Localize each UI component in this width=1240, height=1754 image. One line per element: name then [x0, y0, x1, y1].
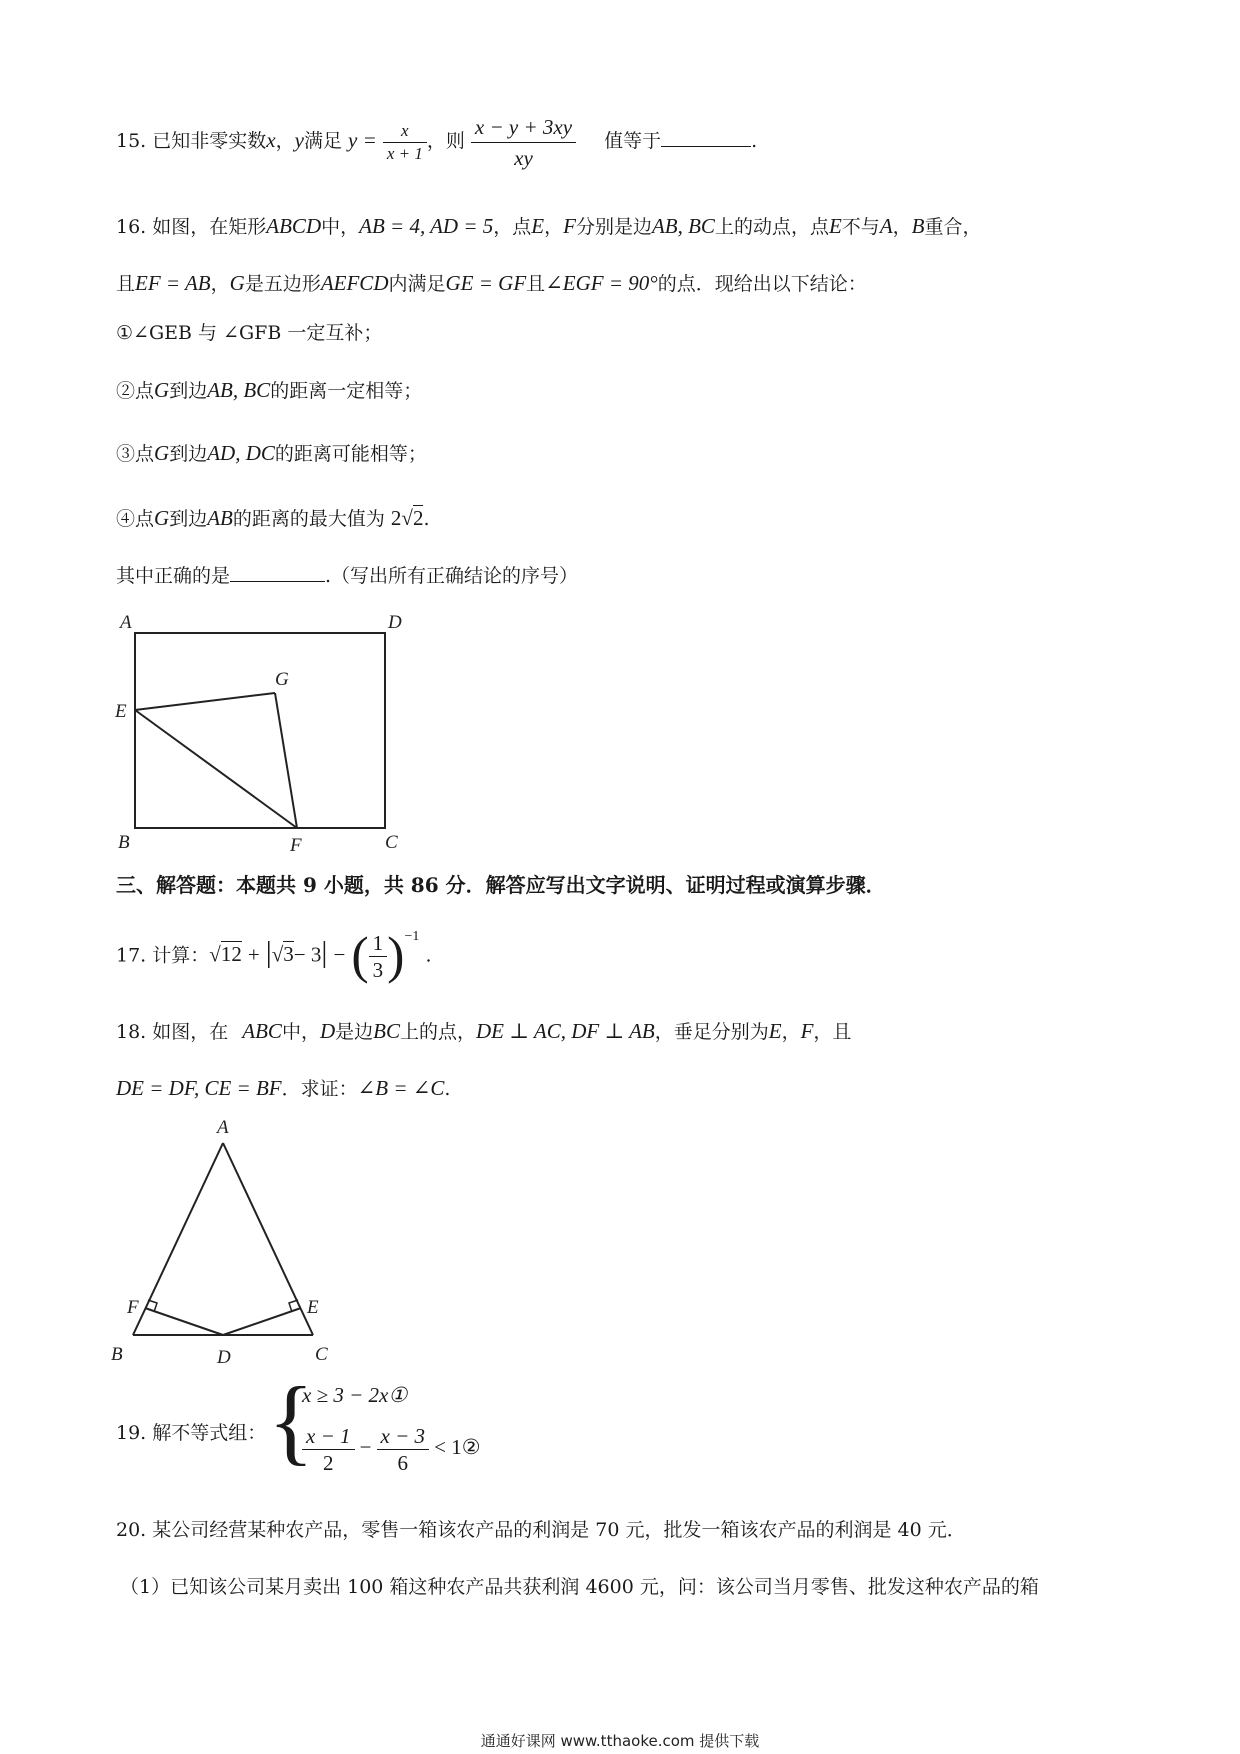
side-ab — [133, 1143, 223, 1335]
section-3-heading: 三、解答题：本题共 9 小题，共 86 分．解答应写出文字说明、证明过程或演算步骤． — [116, 873, 886, 897]
question-15: 15. 已知非零实数x，y满足 y = $\frac{x}{x + 1}$ ，则 $\frac{x - y + 3xy}{xy}$ 值等于 . — [116, 110, 757, 170]
answer-blank — [661, 146, 751, 147]
question-number: 16. — [116, 216, 147, 238]
question-16-line-1: 16. 如图，在矩形ABCD中，AB = 4, AD = 5，点E，F分别是边AB, BC上的动点，点E不与A，B重合， — [116, 214, 982, 238]
question-20-line-1: 20. 某公司经营某种农产品，零售一箱该农产品的利润是 70 元，批发一箱该农产品的利润是 40 元． — [116, 1519, 966, 1541]
question-number: 18. — [116, 1021, 147, 1043]
fraction: $\frac{x}{x + 1}$ — [383, 120, 427, 165]
label-c: C — [315, 1344, 328, 1365]
label-d: D — [217, 1347, 231, 1368]
label-a: A — [120, 612, 132, 633]
rectangle-abcd — [135, 633, 385, 828]
inequality-system — [268, 1367, 488, 1495]
label-a: A — [217, 1117, 229, 1138]
segment-de — [223, 1308, 301, 1335]
left-brace: { — [268, 1367, 315, 1474]
conclusion-1: ①∠GEB 与 ∠GFB 一定互补； — [116, 322, 383, 344]
radical-sign: √ — [271, 942, 284, 967]
inequality-1: x ≥ 3 − 2x① — [302, 1383, 408, 1407]
math-expression: AB = 4, AD = 5 — [359, 214, 494, 238]
rectangle-figure — [110, 605, 430, 855]
radical-sign: √ — [401, 506, 413, 530]
segment-df — [145, 1308, 223, 1335]
segment-gf — [275, 693, 297, 828]
question-19-label: 19. 解不等式组： — [116, 1422, 267, 1444]
fraction: $\frac{x - 3}{6}$ — [377, 1423, 430, 1476]
question-number: 15. — [116, 130, 147, 152]
question-16-answer-line: 其中正确的是 .（写出所有正确结论的序号） — [116, 565, 579, 587]
question-18-line-1: 18. 如图，在 ABC中，D是边BC上的点，DE ⊥ AC, DF ⊥ AB，垂足分别为E，F，且 — [116, 1019, 852, 1043]
fraction: $\frac{1}{3}$ — [369, 930, 388, 983]
label-g: G — [275, 669, 289, 690]
conclusion-4: ④点G到边AB的距离的最大值为 2√2. — [116, 506, 430, 530]
page-footer: 通通好课网 www.tthaoke.com 提供下载 — [480, 1732, 760, 1750]
answer-blank — [230, 581, 325, 582]
label-e: E — [307, 1297, 319, 1318]
fraction: $\frac{x - 1}{2}$ — [302, 1423, 355, 1476]
segment-eg — [135, 693, 275, 710]
side-ac — [223, 1143, 313, 1335]
label-b: B — [118, 832, 130, 853]
conclusion-3: ③点G到边AD, DC的距离可能相等； — [116, 441, 427, 465]
inequality-2: $\frac{x - 1}{2}$ − $\frac{x - 3}{6}$ < 1② — [302, 1423, 481, 1476]
triangle-figure — [105, 1108, 345, 1368]
math-expression: y = — [348, 128, 377, 152]
fraction: $\frac{x - y + 3xy}{xy}$ — [471, 112, 576, 173]
question-17: 17. 计算：√12 + |√3− 3| − ( $\frac{1}{3}$ )$^{-1}$ . — [116, 927, 432, 985]
label-f: F — [290, 835, 302, 855]
question-16-line-2: 且EF = AB，G是五边形AEFCD内满足GE = GF且∠EGF = 90°的点．现给出以下结论： — [116, 271, 867, 295]
label-d: D — [388, 612, 402, 633]
label-f: F — [127, 1297, 139, 1318]
segment-ef — [135, 710, 297, 828]
conclusion-2: ②点G到边AB, BC的距离一定相等； — [116, 378, 423, 402]
question-number: 19. — [116, 1422, 147, 1444]
question-18-line-2: DE = DF, CE = BF．求证：∠B = ∠C. — [116, 1076, 451, 1100]
radical-sign: √ — [209, 942, 221, 967]
question-number: 17. — [116, 944, 147, 967]
question-20-line-2: （1）已知该公司某月卖出 100 箱这种农产品共获利润 4600 元，问：该公司当月零售、批发这种农产品的箱 — [120, 1576, 1039, 1598]
label-e: E — [115, 701, 127, 722]
label-b: B — [111, 1344, 123, 1365]
label-c: C — [385, 832, 398, 853]
